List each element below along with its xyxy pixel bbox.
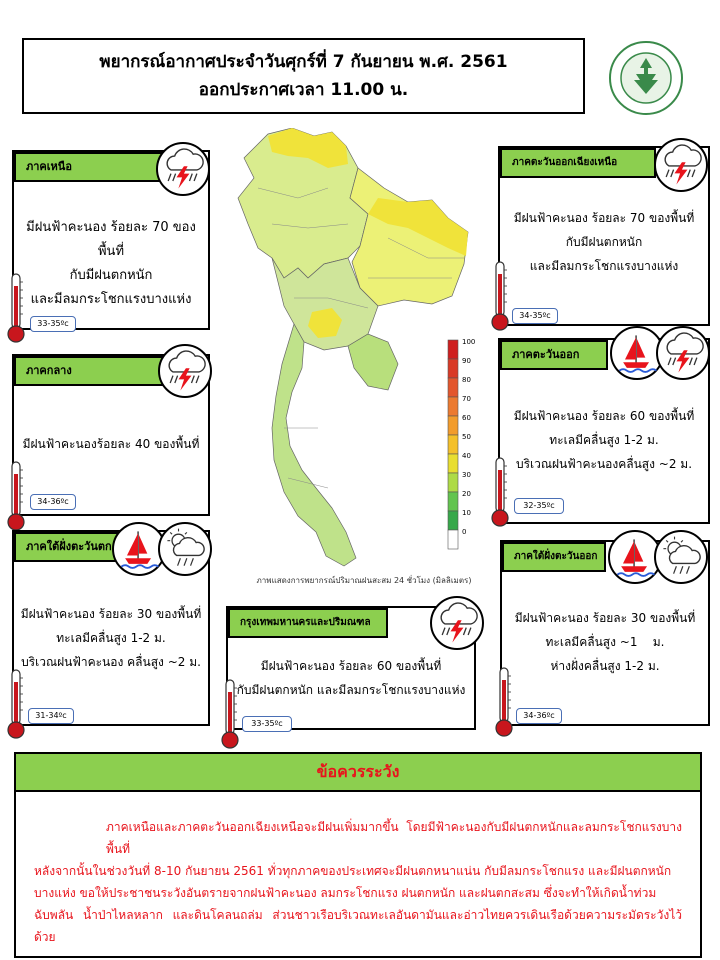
east-temp: 32-35ºc (514, 498, 564, 514)
rainfall-scale-bar (446, 338, 486, 554)
north-forecast (14, 216, 208, 312)
northeast-forecast-line: กับมีฝนตกหนัก (565, 235, 643, 249)
scale-swatch (448, 530, 458, 549)
bangkok-forecast (228, 654, 474, 702)
thermometer-icon (494, 666, 514, 738)
scale-label: 70 (462, 395, 471, 403)
north-forecast-line: และมีลมกระโชกแรงบางแห่ง (30, 292, 192, 307)
bangkok-forecast-line: มีฝนฟ้าคะนอง ร้อยละ 60 ของพื้นที่ (260, 659, 442, 673)
thunderstorm-icon (158, 344, 212, 398)
thunderstorm-icon (156, 142, 210, 196)
map-caption: ภาพแสดงการพยากรณ์ปริมาณฝนสะสม 24 ชั่วโมง (มิลลิเมตร) (256, 576, 472, 585)
bangkok-forecast-line: กับมีฝนตกหนัก และมีลมกระโชกแรงบางแห่ง (236, 683, 466, 697)
central-header: ภาคกลาง (14, 356, 164, 386)
northeast-forecast-line: มีฝนฟ้าคะนอง ร้อยละ 70 ของพื้นที่ (513, 211, 695, 225)
rainfall-scale (446, 338, 486, 554)
north-forecast-line: กับมีฝนตกหนัก (69, 268, 153, 283)
warning-line: ฉับพลัน น้ำป่าไหลหลาก และดินโคลนถล่ม ส่วนชาวเรือบริเวณทะเลอันดามันและอ่าวไทยควรเดินเรือด้วยความระมัดระวังไว้ด้วย (34, 908, 682, 944)
scale-swatch (448, 511, 458, 530)
map-south-region (272, 324, 356, 566)
scale-label: 30 (462, 471, 471, 479)
thunderstorm-icon (430, 596, 484, 650)
scale-swatch (448, 397, 458, 416)
warning-text (14, 792, 702, 958)
scale-label: 40 (462, 452, 471, 460)
south-east-forecast (502, 606, 708, 678)
east-forecast (500, 404, 708, 476)
scale-label: 10 (462, 509, 471, 517)
central-temp: 34-36ºc (30, 494, 76, 510)
south-west-temp: 31-34ºc (28, 708, 74, 724)
northeast-temp: 34-35ºc (512, 308, 558, 324)
forecast-title: พยากรณ์อากาศประจำวันศุกร์ที่ 7 กันยายน พ.ศ. 2561 (99, 52, 508, 72)
warning-line: หลังจากนั้นในช่วงวันที่ 8-10 กันยายน 2561 ทั่วทุกภาคของประเทศจะมีฝนตกหนาแน่น กับมีลมกระโชกแรง และมีฝนตกหนัก (34, 864, 672, 878)
sun-cloud-rain-icon (654, 530, 708, 584)
thermometer-icon (6, 668, 26, 740)
scale-label: 80 (462, 376, 471, 384)
thermometer-icon (220, 678, 240, 750)
bangkok-temp: 33-35ºc (242, 716, 292, 732)
warning-title: ข้อควรระวัง (14, 752, 702, 792)
thermometer-icon (6, 460, 26, 532)
scale-swatch (448, 492, 458, 511)
north-temp: 33-35ºc (30, 316, 76, 332)
south-west-forecast (14, 602, 208, 674)
northeast-forecast (500, 206, 708, 278)
scale-label: 20 (462, 490, 471, 498)
south-east-forecast-line: ห่างฝั่งคลื่นสูง 1-2 ม. (550, 659, 660, 673)
warning-line: บางแห่ง ขอให้ประชาชนระวังอันตรายจากฝนฟ้าคะนอง ลมกระโชกแรง ฝนตกหนัก และฝนตกสะสม ซึ่งจะทำให้เกิดน้ำท่วม (34, 886, 657, 900)
bangkok-header: กรุงเทพมหานครและปริมณฑล (228, 608, 388, 638)
scale-swatch (448, 473, 458, 492)
south-east-header: ภาคใต้ฝั่งตะวันออก (502, 542, 606, 572)
east-forecast-line: ทะเลมีคลื่นสูง 1-2 ม. (549, 433, 659, 447)
central-forecast-line: มีฝนฟ้าคะนองร้อยละ 40 ของพื้นที่ (22, 437, 200, 451)
central-forecast (14, 432, 208, 456)
south-west-forecast-line: ทะเลมีคลื่นสูง 1-2 ม. (56, 631, 166, 645)
south-east-forecast-line: ทะเลมีคลื่นสูง ~1 ม. (545, 635, 665, 649)
tmd-logo (608, 40, 684, 116)
northeast-forecast-line: และมีลมกระโชกแรงบางแห่ง (529, 259, 679, 273)
scale-swatch (448, 340, 458, 359)
map-east-region (348, 334, 398, 390)
east-header: ภาคตะวันออก (500, 340, 608, 370)
scale-swatch (448, 454, 458, 473)
south-east-temp: 34-36ºc (516, 708, 562, 724)
scale-swatch (448, 416, 458, 435)
forecast-title-box (22, 38, 585, 114)
north-forecast-line: มีฝนฟ้าคะนอง ร้อยละ 70 ของพื้นที่ (26, 220, 196, 259)
scale-label: 0 (462, 528, 467, 536)
south-west-header: ภาคใต้ฝั่งตะวันตก (14, 532, 124, 562)
south-east-forecast-line: มีฝนฟ้าคะนอง ร้อยละ 30 ของพื้นที่ (514, 611, 696, 625)
northeast-header: ภาคตะวันออกเฉียงเหนือ (500, 148, 656, 178)
thermometer-icon (490, 260, 510, 332)
thunderstorm-icon (656, 326, 710, 380)
sun-cloud-rain-icon (158, 522, 212, 576)
thunderstorm-icon (654, 138, 708, 192)
scale-label: 90 (462, 357, 471, 365)
scale-swatch (448, 359, 458, 378)
thermometer-icon (6, 272, 26, 344)
scale-swatch (448, 435, 458, 454)
scale-swatch (448, 378, 458, 397)
east-forecast-line: มีฝนฟ้าคะนอง ร้อยละ 60 ของพื้นที่ (513, 409, 695, 423)
scale-label: 50 (462, 433, 471, 441)
issue-time: ออกประกาศเวลา 11.00 น. (198, 80, 409, 100)
east-forecast-line: บริเวณฝนฟ้าคะนองคลื่นสูง ~2 ม. (515, 457, 693, 471)
scale-label: 100 (462, 338, 476, 346)
north-header: ภาคเหนือ (14, 152, 164, 182)
scale-label: 60 (462, 414, 471, 422)
south-west-forecast-line: บริเวณฝนฟ้าคะนอง คลื่นสูง ~2 ม. (21, 655, 201, 669)
warning-line: ภาคเหนือและภาคตะวันออกเฉียงเหนือจะมีฝนเพิ่มมากขึ้น โดยมีฟ้าคะนองกับมีฝนตกหนักและลมกระโชกแรงบางพื้นที่ (106, 820, 682, 856)
south-west-forecast-line: มีฝนฟ้าคะนอง ร้อยละ 30 ของพื้นที่ (20, 607, 202, 621)
thermometer-icon (490, 456, 510, 528)
